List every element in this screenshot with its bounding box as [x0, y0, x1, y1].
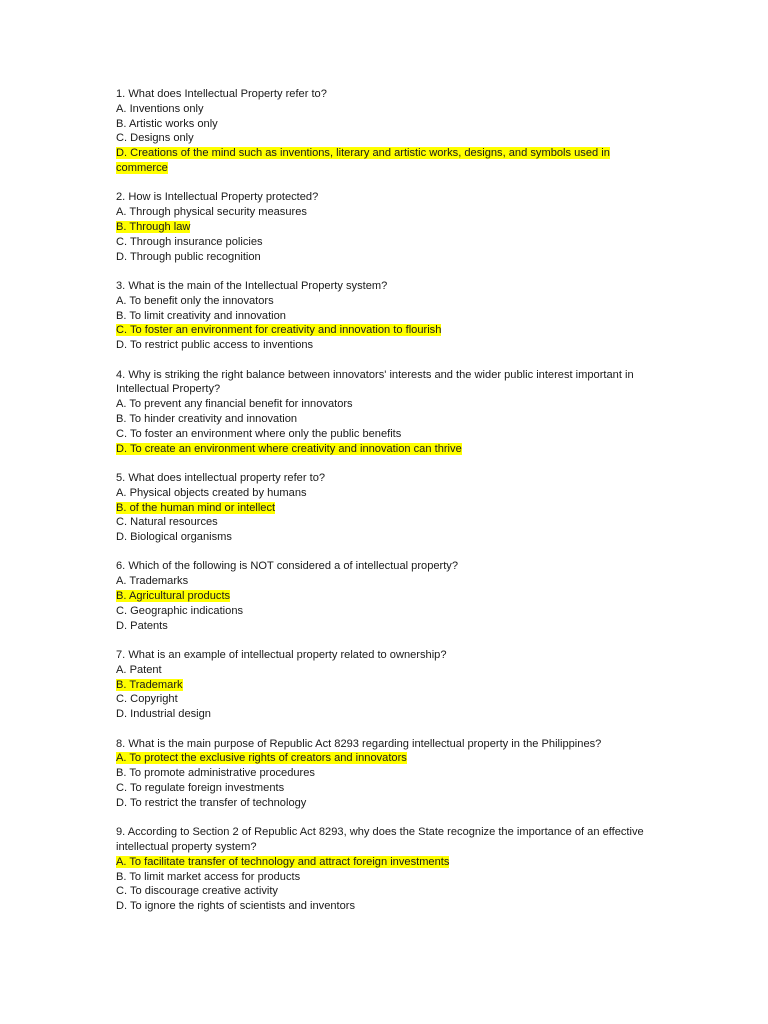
answer-option	[116, 486, 656, 501]
option-text: D. Biological organisms	[116, 531, 232, 544]
answer-option	[116, 589, 656, 604]
option-text: A. Inventions only	[116, 102, 204, 115]
question-7	[116, 648, 656, 722]
answer-option	[116, 884, 656, 899]
option-text: C. Copyright	[116, 693, 178, 706]
option-text: C. Designs only	[116, 132, 194, 145]
answer-option	[116, 619, 656, 634]
option-text: C. To foster an environment for creativity and innovation to flourish	[116, 324, 442, 337]
option-text: B. To limit market access for products	[116, 870, 301, 883]
option-text: B. Agricultural products	[116, 590, 231, 603]
question-stem: 6. Which of the following is NOT considered a of intellectual property?	[116, 560, 459, 573]
answer-option	[116, 220, 656, 235]
question-6	[116, 559, 656, 633]
answer-option	[116, 796, 656, 811]
answer-option	[116, 412, 656, 427]
option-text: D. To restrict public access to inventions	[116, 339, 314, 352]
question-1	[116, 87, 656, 176]
answer-option	[116, 707, 656, 722]
question-8	[116, 737, 656, 811]
question-stem: 4. Why is striking the right balance between innovators' interests and the wider public interest important in Intellectual Property?	[116, 368, 634, 396]
answer-option	[116, 574, 656, 589]
option-text: D. Patents	[116, 619, 168, 632]
option-text: D. Industrial design	[116, 708, 211, 721]
answer-option	[116, 323, 656, 338]
option-text: A. Through physical security measures	[116, 206, 307, 219]
option-text: A. Physical objects created by humans	[116, 486, 307, 499]
answer-option	[116, 294, 656, 309]
question-stem: 7. What is an example of intellectual property related to ownership?	[116, 649, 447, 662]
question-9	[116, 825, 656, 914]
answer-option	[116, 309, 656, 324]
answer-option	[116, 205, 656, 220]
question-5	[116, 471, 656, 545]
option-text: B. Through law	[116, 220, 191, 233]
question-stem: 9. According to Section 2 of Republic Act 8293, why does the State recognize the importance of an effective intellectual property system?	[116, 826, 644, 854]
answer-option	[116, 515, 656, 530]
answer-option	[116, 338, 656, 353]
answer-option	[116, 604, 656, 619]
answer-option	[116, 781, 656, 796]
answer-option	[116, 855, 656, 870]
question-3	[116, 279, 656, 353]
option-text: A. To benefit only the innovators	[116, 294, 274, 307]
option-text: B. To hinder creativity and innovation	[116, 412, 298, 425]
option-text: C. Geographic indications	[116, 604, 244, 617]
answer-option	[116, 102, 656, 117]
answer-option	[116, 899, 656, 914]
answer-option	[116, 751, 656, 766]
question-4	[116, 368, 656, 457]
answer-option	[116, 235, 656, 250]
option-text: C. To regulate foreign investments	[116, 782, 285, 795]
option-text: D. To restrict the transfer of technology	[116, 796, 307, 809]
option-text: B. To limit creativity and innovation	[116, 309, 286, 322]
answer-option	[116, 501, 656, 516]
answer-option	[116, 766, 656, 781]
question-stem: 5. What does intellectual property refer to?	[116, 471, 326, 484]
answer-option	[116, 442, 656, 457]
option-text: A. To facilitate transfer of technology and attract foreign investments	[116, 855, 450, 868]
document-page	[116, 87, 656, 929]
question-stem: 3. What is the main of the Intellectual Property system?	[116, 279, 388, 292]
answer-option	[116, 250, 656, 265]
option-text: D. To ignore the rights of scientists and inventors	[116, 900, 356, 913]
option-text: C. Through insurance policies	[116, 235, 263, 248]
question-stem: 2. How is Intellectual Property protected?	[116, 191, 319, 204]
answer-option	[116, 427, 656, 442]
option-text: C. To foster an environment where only the public benefits	[116, 427, 402, 440]
answer-option	[116, 131, 656, 146]
option-text: C. Natural resources	[116, 516, 218, 529]
option-text: D. Creations of the mind such as inventions, literary and artistic works, designs, and symbols used in commerce	[116, 147, 610, 174]
answer-option	[116, 397, 656, 412]
answer-option	[116, 663, 656, 678]
option-text: B. To promote administrative procedures	[116, 767, 315, 780]
answer-option	[116, 870, 656, 885]
option-text: D. Through public recognition	[116, 250, 261, 263]
option-text: A. Trademarks	[116, 575, 189, 588]
answer-option	[116, 146, 656, 176]
option-text: B. Artistic works only	[116, 117, 218, 130]
option-text: D. To create an environment where creativity and innovation can thrive	[116, 442, 462, 455]
option-text: A. Patent	[116, 663, 162, 676]
option-text: A. To protect the exclusive rights of creators and innovators	[116, 752, 407, 765]
option-text: C. To discourage creative activity	[116, 885, 278, 898]
question-stem: 8. What is the main purpose of Republic Act 8293 regarding intellectual property in the Philippines?	[116, 737, 602, 750]
option-text: B. of the human mind or intellect	[116, 501, 276, 514]
answer-option	[116, 678, 656, 693]
answer-option	[116, 530, 656, 545]
answer-option	[116, 117, 656, 132]
option-text: B. Trademark	[116, 678, 183, 691]
option-text: A. To prevent any financial benefit for innovators	[116, 398, 353, 411]
question-stem: 1. What does Intellectual Property refer to?	[116, 88, 327, 100]
answer-option	[116, 692, 656, 707]
question-2	[116, 190, 656, 264]
